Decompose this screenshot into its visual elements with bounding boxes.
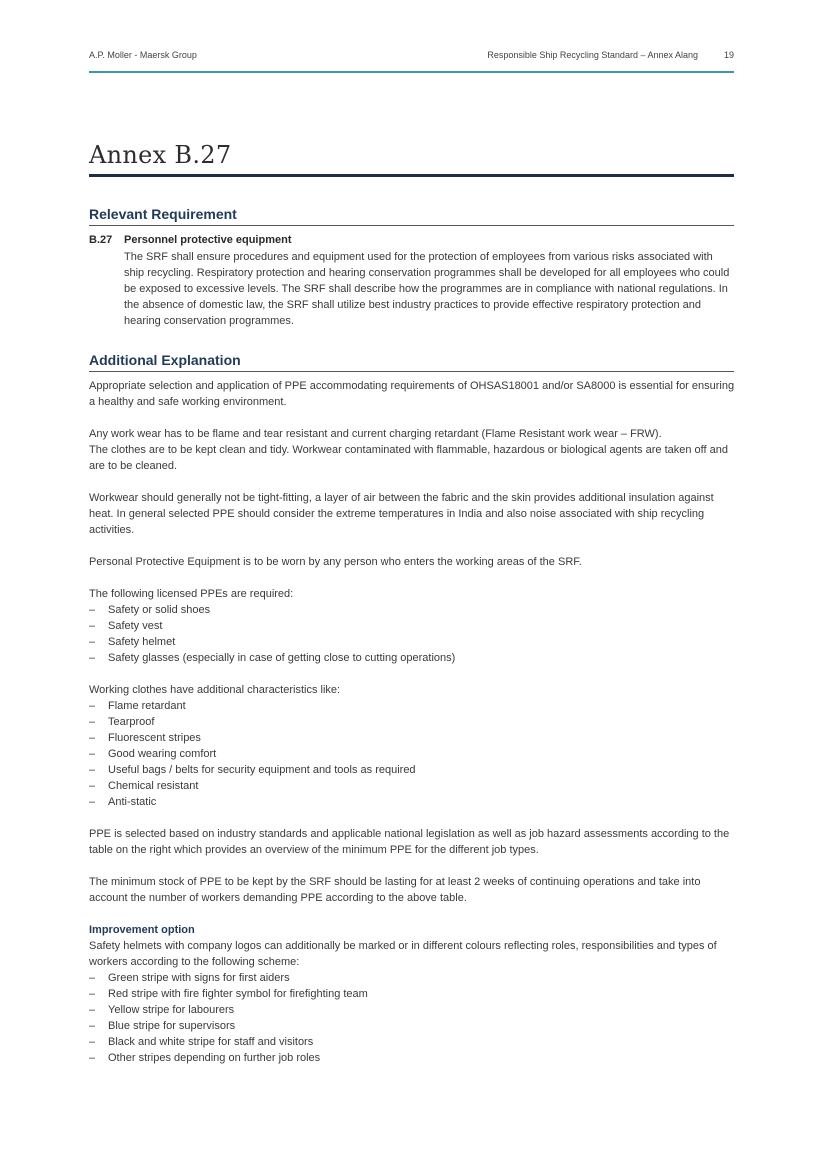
dash-marker: – — [89, 988, 96, 1000]
list-item — [89, 650, 735, 666]
ppe-list — [89, 602, 735, 666]
list-item — [89, 1034, 735, 1050]
paragraph-ppe-worn: Personal Protective Equipment is to be worn by any person who enters the working areas of the SRF. — [89, 556, 582, 568]
dash-marker: – — [89, 716, 96, 728]
dash-marker: – — [89, 620, 96, 632]
dash-marker: – — [89, 1036, 96, 1048]
annex-title: Annex B.27 — [89, 141, 232, 169]
list-item-text: Other stripes depending on further job roles — [108, 1052, 321, 1064]
list-item — [89, 970, 735, 986]
additional-explanation-divider — [89, 371, 734, 372]
dash-marker: – — [89, 1004, 96, 1016]
dash-marker: – — [89, 796, 96, 808]
list-item — [89, 762, 735, 778]
header-doc-title: Responsible Ship Recycling Standard – Annex Alang — [487, 50, 698, 60]
clothes-list — [89, 698, 735, 810]
paragraph-ohsas: Appropriate selection and application of PPE accommodating requirements of OHSAS18001 and/or SA8000 is essential for ensuring a healthy and safe working environment. — [89, 380, 735, 408]
dash-marker: – — [89, 652, 96, 664]
list-item-text: Black and white stripe for staff and visitors — [108, 1036, 314, 1048]
paragraph-workwear-clean: The clothes are to be kept clean and tidy. Workwear contaminated with flammable, hazardous or biological agents are taken off and are to be cleaned. — [89, 444, 728, 472]
improvement-option-intro: Safety helmets with company logos can additionally be marked or in different colours reflecting roles, responsibilities and types of workers according to the following scheme: — [89, 940, 717, 968]
list-item — [89, 730, 735, 746]
list-item-text: Fluorescent stripes — [108, 732, 201, 744]
list-item — [89, 746, 735, 762]
list-item — [89, 618, 735, 634]
dash-marker: – — [89, 748, 96, 760]
dash-marker: – — [89, 764, 96, 776]
list-item-text: Useful bags / belts for security equipment and tools as required — [108, 764, 416, 776]
list-item-text: Safety vest — [108, 620, 163, 632]
list-item-text: Safety or solid shoes — [108, 604, 211, 616]
list-item — [89, 1018, 735, 1034]
helmet-stripe-list — [89, 970, 735, 1066]
header-company: A.P. Moller - Maersk Group — [89, 50, 197, 60]
dash-marker: – — [89, 636, 96, 648]
list-item-text: Yellow stripe for labourers — [108, 1004, 235, 1016]
list-item-text: Flame retardant — [108, 700, 186, 712]
paragraph-ppe-stock: The minimum stock of PPE to be kept by the SRF should be lasting for at least 2 weeks of continuing operations and take into account the number of workers demanding PPE according to the above table. — [89, 876, 701, 904]
header-page-number: 19 — [723, 50, 734, 60]
list-item — [89, 602, 735, 618]
dash-marker: – — [89, 604, 96, 616]
annex-divider — [89, 174, 734, 177]
relevant-requirement-divider — [89, 225, 734, 226]
paragraph-workwear-flame: Any work wear has to be flame and tear resistant and current charging retardant (Flame Resistant work wear – FRW). — [89, 428, 662, 440]
list-item-text: Safety helmet — [108, 636, 176, 648]
list-item — [89, 1002, 735, 1018]
requirement-body: The SRF shall ensure procedures and equipment used for the protection of employees from various risks associated with ship recycling. Respiratory protection and hearing conservation programmes shall be developed for all employees who could be exposed to excessive levels. The SRF shall describe how the programmes are in compliance with national regulations. In the absence of domestic law, the SRF shall utilize best industry practices to provide effective respiratory protection and hearing conservation programmes. — [124, 251, 730, 327]
list-item-text: Blue stripe for supervisors — [108, 1020, 236, 1032]
requirement-title: Personnel protective equipment — [124, 234, 292, 246]
dash-marker: – — [89, 732, 96, 744]
clothes-list-intro: Working clothes have additional characteristics like: — [89, 684, 341, 696]
dash-marker: – — [89, 700, 96, 712]
dash-marker: – — [89, 780, 96, 792]
dash-marker: – — [89, 972, 96, 984]
header-divider — [89, 71, 734, 73]
dash-marker: – — [89, 1052, 96, 1064]
list-item — [89, 778, 735, 794]
list-item-text: Anti-static — [108, 796, 157, 808]
requirement-number: B.27 — [89, 234, 113, 246]
list-item-text: Green stripe with signs for first aiders — [108, 972, 290, 984]
list-item — [89, 634, 735, 650]
improvement-option-heading: Improvement option — [89, 924, 195, 936]
paragraph-workwear-fit: Workwear should generally not be tight-fitting, a layer of air between the fabric and the skin provides additional insulation against heat. In general selected PPE should consider the extreme temperatures in India and also noise associated with ship recycling activities. — [89, 492, 714, 536]
list-item-text: Tearproof — [108, 716, 155, 728]
explanation-body — [89, 378, 735, 1066]
relevant-requirement-heading: Relevant Requirement — [89, 206, 237, 222]
list-item — [89, 794, 735, 810]
list-item-text: Safety glasses (especially in case of getting close to cutting operations) — [108, 652, 456, 664]
ppe-list-intro: The following licensed PPEs are required: — [89, 588, 294, 600]
list-item-text: Red stripe with fire fighter symbol for firefighting team — [108, 988, 368, 1000]
list-item — [89, 1050, 735, 1066]
list-item — [89, 714, 735, 730]
list-item-text: Good wearing comfort — [108, 748, 217, 760]
paragraph-ppe-selection: PPE is selected based on industry standards and applicable national legislation as well as job hazard assessments according to the table on the right which provides an overview of the minimum PPE for the different job types. — [89, 828, 730, 856]
list-item — [89, 698, 735, 714]
dash-marker: – — [89, 1020, 96, 1032]
list-item-text: Chemical resistant — [108, 780, 199, 792]
additional-explanation-heading: Additional Explanation — [89, 352, 241, 368]
list-item — [89, 986, 735, 1002]
